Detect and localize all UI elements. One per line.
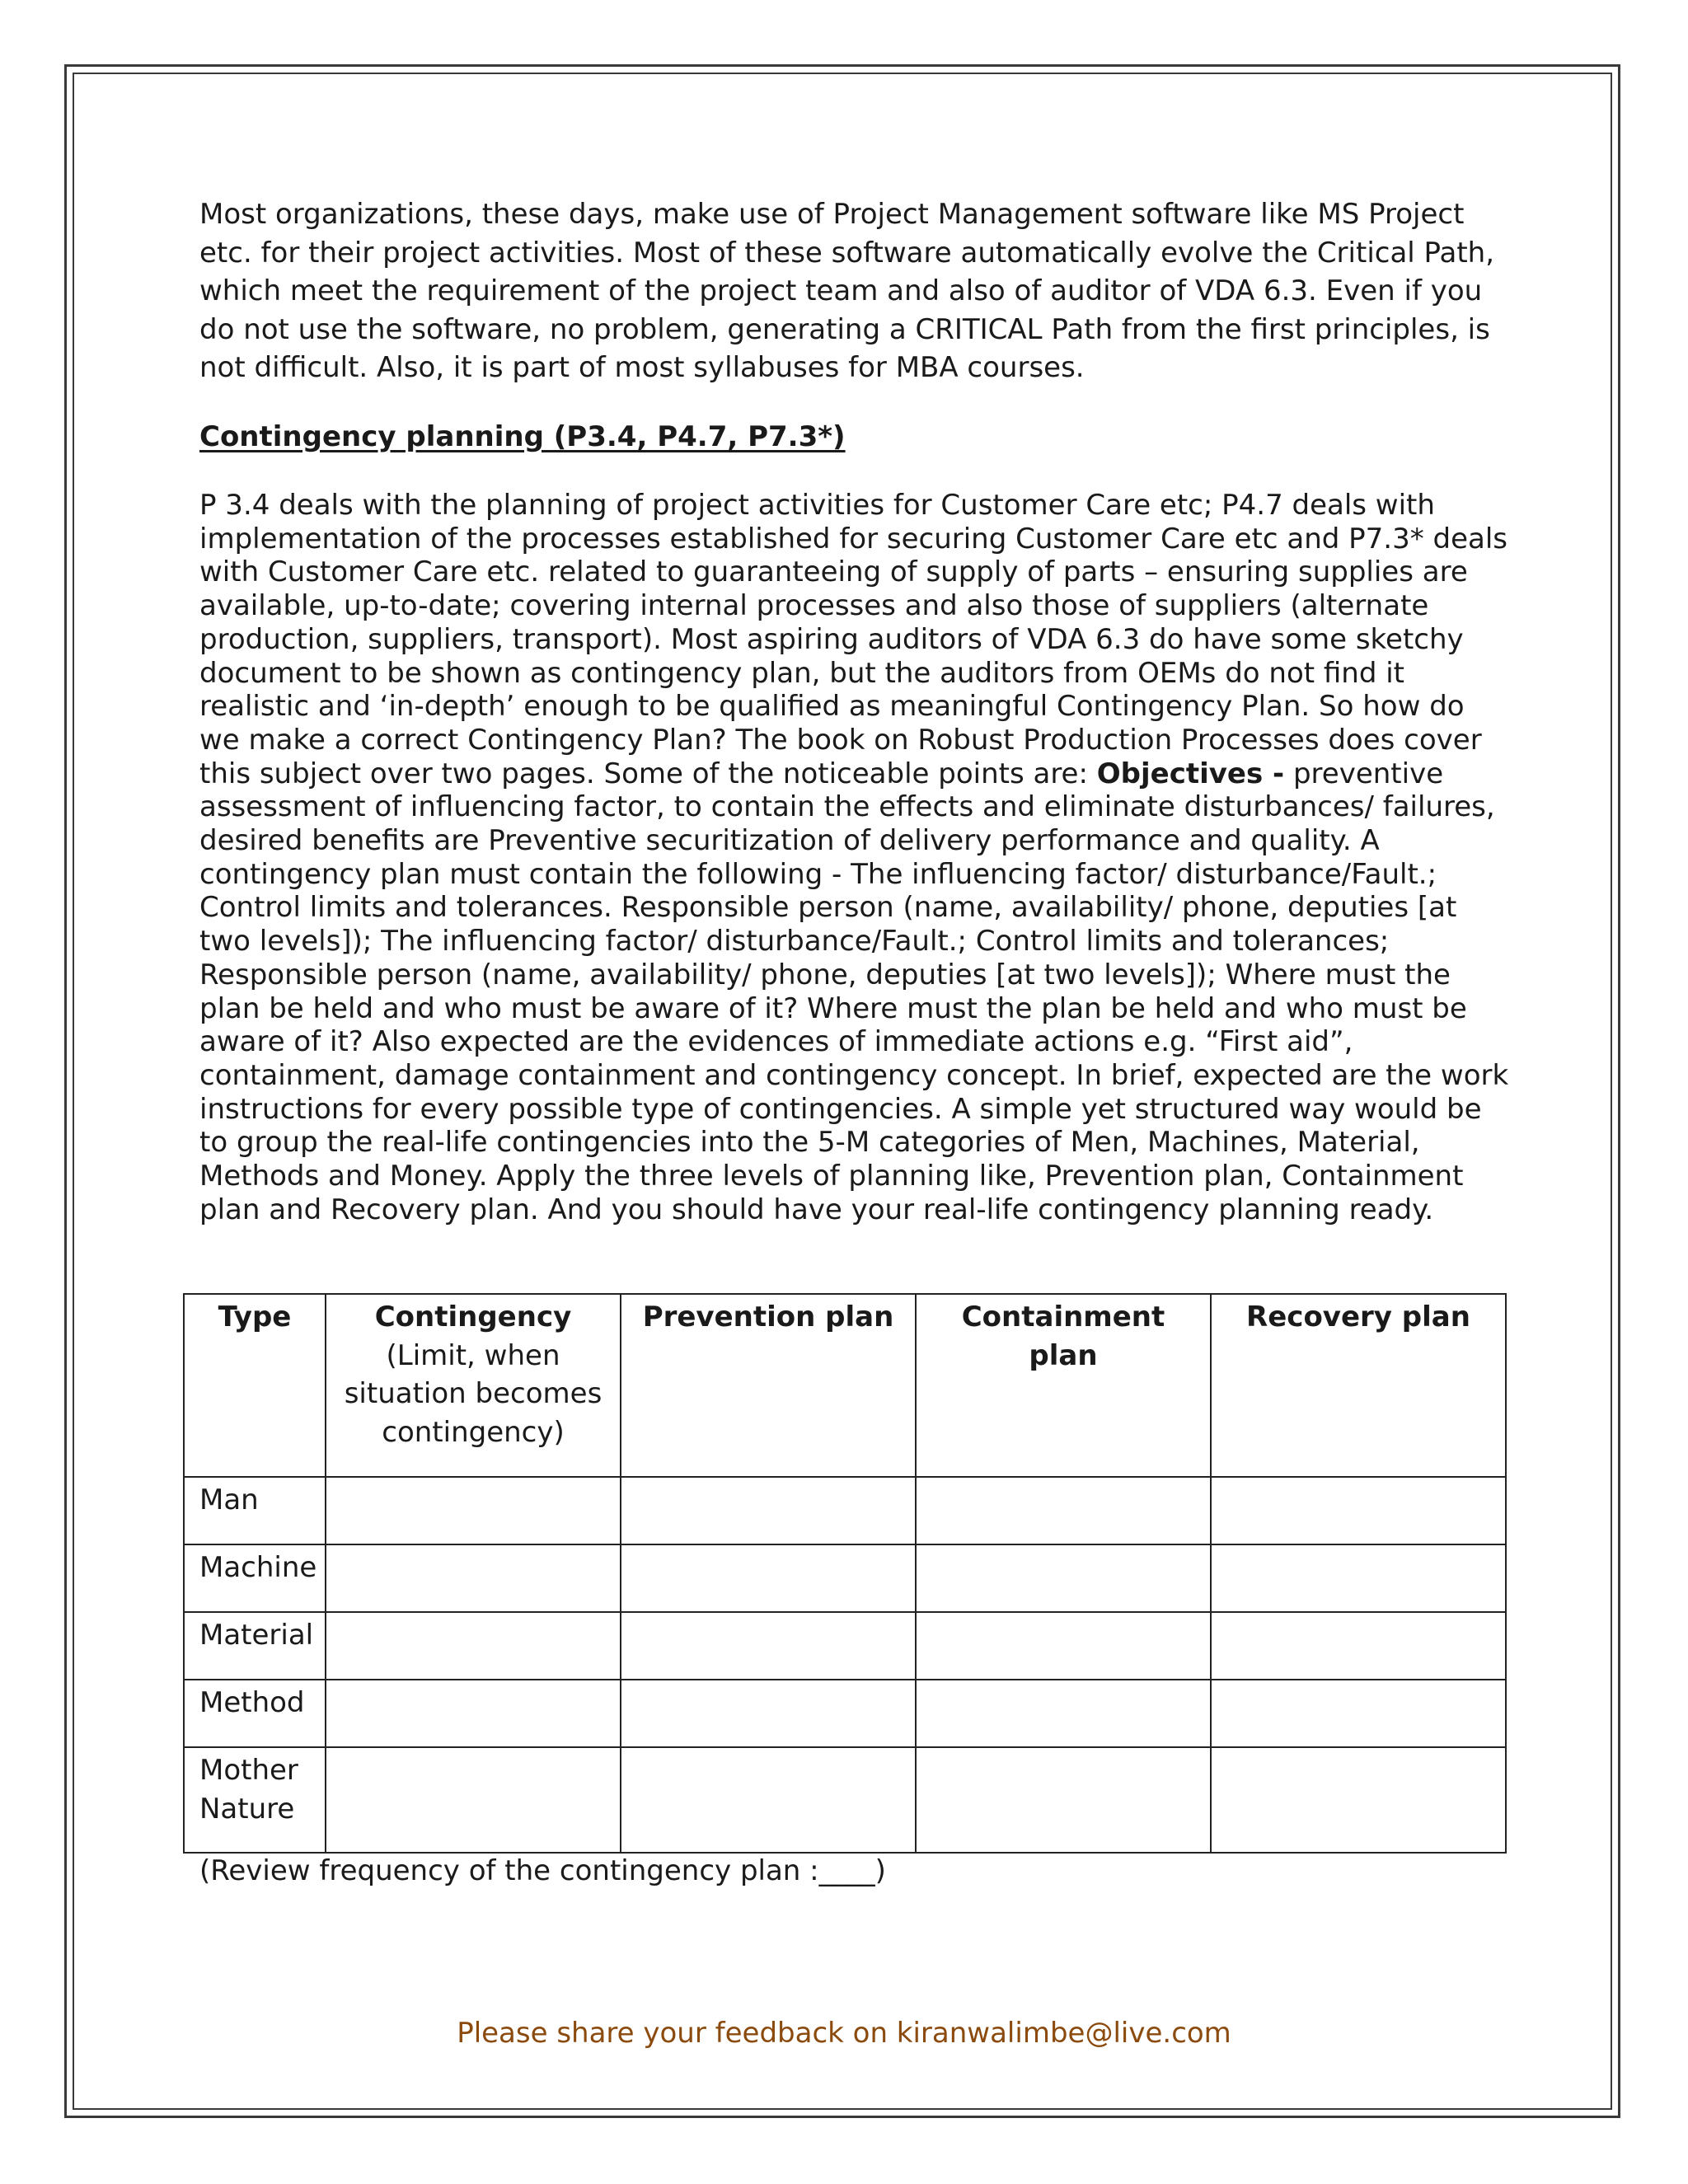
cell-recovery [1211,1680,1506,1747]
section-heading: Contingency planning (P3.4, P4.7, P7.3*) [199,420,846,453]
cell-containment [916,1680,1211,1747]
cell-prevention [621,1747,916,1853]
table-row [184,1747,1506,1853]
contingency-table-wrapper [183,1293,1505,1854]
table-row [184,1612,1506,1680]
cell-contingency [326,1747,621,1853]
row-type-mother-nature: Mother Nature [184,1747,326,1853]
cell-containment [916,1747,1211,1853]
header-contingency-title: Contingency [374,1301,572,1333]
cell-recovery [1211,1477,1506,1544]
cell-prevention [621,1477,916,1544]
cell-containment [916,1612,1211,1680]
row-type-material: Material [184,1612,326,1680]
header-contingency [326,1294,621,1477]
body-paragraph [199,489,1510,1226]
cell-prevention [621,1680,916,1747]
body-text-part-1: P 3.4 deals with the planning of project activities for Customer Care etc; P4.7 deals with implementation of the processes established for securing Customer Care etc and P7.3* deals with Customer Care etc. related to guaranteeing of supply of parts – ensuring supplies are available, up-to-date; covering internal processes and also those of suppliers (alternate production, suppliers, transport). Most aspiring auditors of VDA 6.3 do have some sketchy document to be shown as contingency plan, but the auditors from OEMs do not find it realistic and ‘in-depth’ enough to be qualified as meaningful Contingency Plan. So how do we make a correct Contingency Plan? The book on Robust Production Processes does cover this subject over two pages. Some of the noticeable points are: [199,489,1508,790]
cell-recovery [1211,1747,1506,1853]
row-type-method: Method [184,1680,326,1747]
cell-containment [916,1477,1211,1544]
review-frequency-line: (Review frequency of the contingency plan :____) [199,1854,886,1887]
table-row [184,1680,1506,1747]
header-containment-plan [916,1294,1211,1477]
intro-paragraph: Most organizations, these days, make use of Project Management software like MS Project etc. for their project activities. Most of these software automatically evolve the Critical Path, which meet the requirement of the project team and also of auditor of VDA 6.3. Even if you do not use the software, no problem, generating a CRITICAL Path from the first principles, is not difficult. Also, it is part of most syllabuses for MBA courses. [199,198,1495,384]
objectives-label: Objectives - [1096,757,1285,790]
cell-contingency [326,1680,621,1747]
row-type-man: Man [184,1477,326,1544]
row-type-machine: Machine [184,1544,326,1612]
body-text-part-2: preventive assessment of influencing factor, to contain the effects and eliminate disturbances/ failures, desired benefits are Preventive securitization of delivery performance and quality. A contingency plan must contain the following - The influencing factor/ disturbance/Fault.; Control limits and tolerances. Responsible person (name, availability/ phone, deputies [at two levels]); The influencing factor/ disturbance/Fault.; Control limits and tolerances; Responsible person (name, availability/ phone, deputies [at two levels]); Where must the plan be held and who must be aware of it? Where must the plan be held and who must be aware of it? Also expected are the evidences of immediate actions e.g. “First aid”, containment, damage containment and contingency concept. In brief, expected are the work instructions for every possible type of contingencies. A simple yet structured way would be to group the real-life contingencies into the 5-M categories of Men, Machines, Material, Methods and Money. Apply the three levels of planning like, Prevention plan, Containment plan and Recovery plan. And you should have your real-life contingency planning ready. [199,757,1509,1226]
contingency-table [183,1293,1507,1854]
header-containment-plan-text: Containment plan [961,1301,1165,1372]
cell-prevention [621,1612,916,1680]
header-recovery-plan: Recovery plan [1211,1294,1506,1477]
cell-recovery [1211,1544,1506,1612]
table-header-row [184,1294,1506,1477]
cell-containment [916,1544,1211,1612]
cell-contingency [326,1477,621,1544]
header-prevention-plan: Prevention plan [621,1294,916,1477]
cell-contingency [326,1544,621,1612]
table-row [184,1477,1506,1544]
cell-recovery [1211,1612,1506,1680]
feedback-footer: Please share your feedback on kiranwalimbe@live.com [457,2017,1231,2050]
cell-prevention [621,1544,916,1612]
table-row [184,1544,1506,1612]
header-type: Type [184,1294,326,1477]
cell-contingency [326,1612,621,1680]
header-contingency-subtitle: (Limit, when situation becomes contingency) [344,1338,603,1449]
